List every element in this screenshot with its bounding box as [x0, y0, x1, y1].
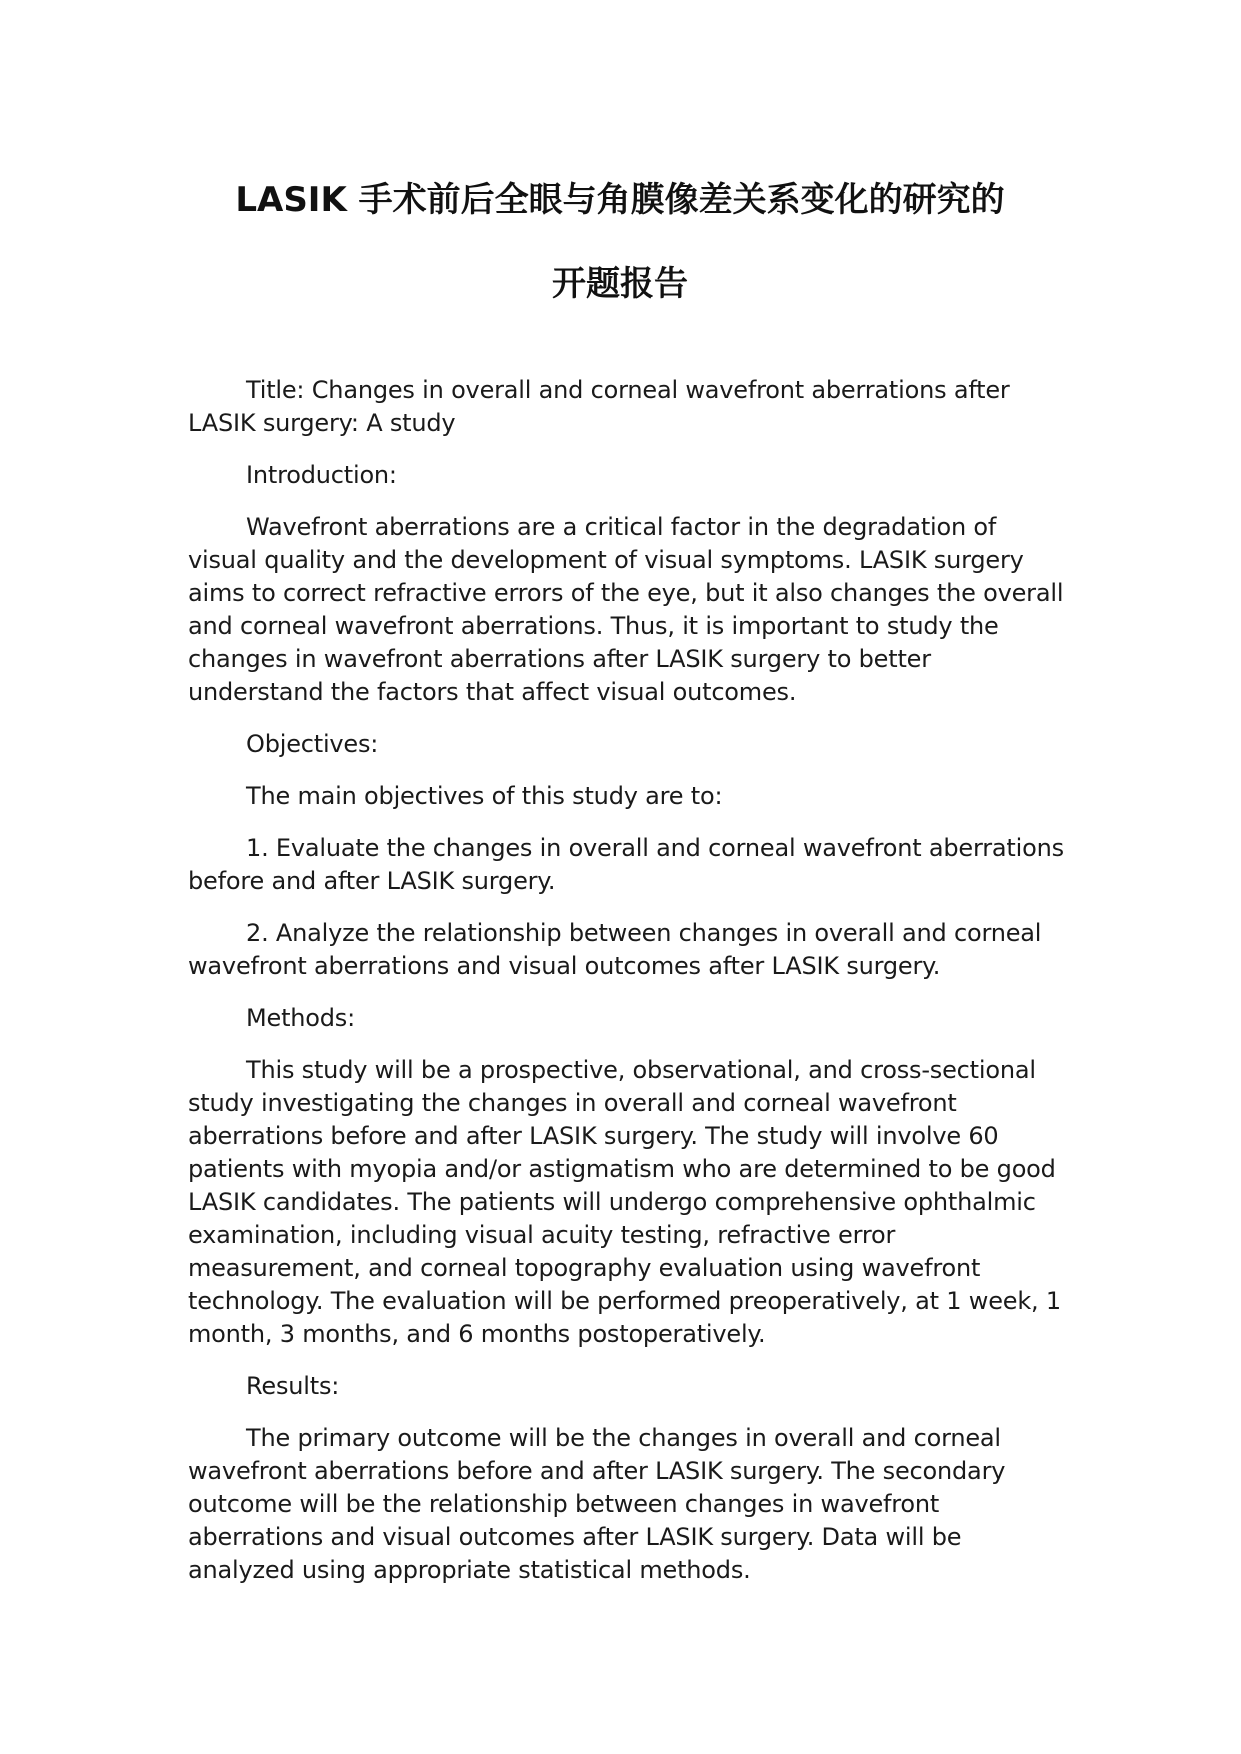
document-body [188, 374, 1068, 1606]
list-item-objective-1: 1. Evaluate the changes in overall and corneal wavefront aberrations before and after LASIK surgery. [188, 834, 1064, 895]
heading-introduction: Introduction: [246, 461, 397, 489]
heading-objectives: Objectives: [246, 730, 379, 758]
heading-results: Results: [246, 1372, 340, 1400]
paragraph-introduction: Wavefront aberrations are a critical factor in the degradation of visual quality and the development of visual symptoms. LASIK surgery aims to correct refractive errors of the eye, but it also changes the overall and corneal wavefront aberrations. Thus, it is important to study the changes in wavefront aberrations after LASIK surgery to better understand the factors that affect visual outcomes. [188, 513, 1064, 706]
title-line-1: LASIK 手术前后全眼与角膜像差关系变化的研究的 [235, 180, 1005, 220]
paragraph-methods: This study will be a prospective, observational, and cross-sectional study investigating the changes in overall and corneal wavefront aberrations before and after LASIK surgery. The study will involve 60 patients with myopia and/or astigmatism who are determined to be good LASIK candidates. The patients will undergo comprehensive ophthalmic examination, including visual acuity testing, refractive error measurement, and corneal topography evaluation using wavefront technology. The evaluation will be performed preoperatively, at 1 week, 1 month, 3 months, and 6 months postoperatively. [188, 1056, 1061, 1348]
paragraph-results: The primary outcome will be the changes in overall and corneal wavefront aberrations before and after LASIK surgery. The secondary outcome will be the relationship between changes in wavefront aberrations and visual outcomes after LASIK surgery. Data will be analyzed using appropriate statistical methods. [188, 1424, 1006, 1584]
paragraph-title: Title: Changes in overall and corneal wavefront aberrations after LASIK surgery: A study [188, 376, 1010, 437]
paragraph-objectives-intro: The main objectives of this study are to: [246, 782, 723, 810]
heading-methods: Methods: [246, 1004, 356, 1032]
document-title [150, 180, 1090, 304]
title-line-2: 开题报告 [552, 264, 688, 304]
list-item-objective-2: 2. Analyze the relationship between changes in overall and corneal wavefront aberrations and visual outcomes after LASIK surgery. [188, 919, 1042, 980]
